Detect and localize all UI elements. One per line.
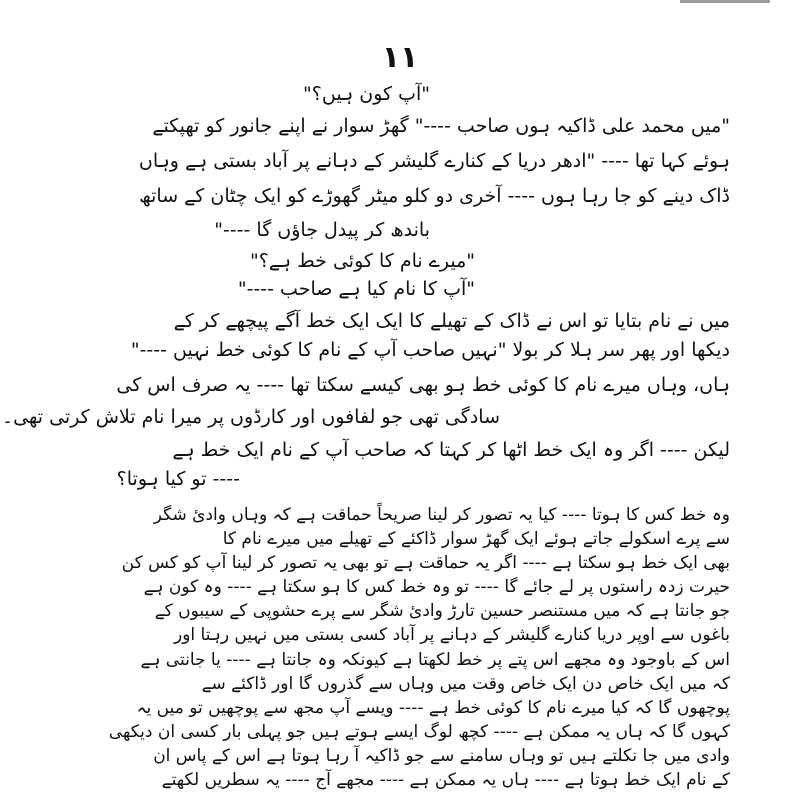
text-line: ہوئے کہا تھا ---- "ادھر دریا کے کنارے گلیشر کے دہانے پر آباد بستی ہے وہاں: [138, 150, 730, 172]
text-line: بھی ایک خط ہو سکتا ہے ---- اگر یہ حماقت ہے تو بھی یہ تصور کر لینا آپ کو کس کن: [121, 553, 730, 573]
text-line: جو جانتا ہے کہ میں مستنصر حسین تارڑ وادئ شگر سے پرے حشوپی کے سیبوں کے: [154, 601, 730, 621]
text-line: وہ خط کس کا ہوتا ---- کیا یہ تصور کر لینا صریحاً حماقت ہے کہ وہاں وادئ شگر: [153, 505, 730, 525]
text-line: وادی میں جا نکلتے ہیں تو وہاں سامنے سے جو ڈاکیہ آ رہا ہوتا ہے اس کے پاس ان: [153, 746, 730, 766]
text-line: ڈاک دینے کو جا رہا ہوں ---- آخری دو کلو میٹر گھوڑے کو ایک چٹان کے ساتھ: [139, 185, 730, 207]
text-line: سادگی تھی جو لفافوں اور کارڈوں پر میرا نام تلاش کرتی تھی۔: [2, 406, 500, 428]
text-line: "آپ کون ہیں؟": [303, 83, 430, 105]
page-number: ١١: [381, 40, 419, 75]
text-line: لیکن ---- اگر وہ ایک خط اٹھا کر کہتا کہ صاحب آپ کے نام ایک خط ہے: [172, 439, 730, 461]
text-line: پوچھوں گا کہ کیا میرے نام کا کوئی خط ہے ---- ویسے آپ مجھ سے پوچھیں تو میں یہ: [136, 698, 730, 718]
text-line: ہاں، وہاں میرے نام کا کوئی خط ہو بھی کیسے سکتا تھا ---- یہ صرف اس کی: [116, 374, 730, 396]
text-line: سے پرے اسکولے جاتے ہوئے ایک گھڑ سوار ڈاکئے کے تھیلے میں میرے نام کا: [222, 529, 730, 549]
text-line: کہوں گا کہ ہاں یہ ممکن ہے ---- کچھ لوگ ایسے ہوتے ہیں جو پہلی بار کسی ان دیکھی: [108, 722, 730, 742]
text-line: حیرت زدہ راستوں پر لے جائے گا ---- تو وہ خط کس کا ہو سکتا ہے ---- وہ کون ہے: [143, 577, 730, 597]
text-line: "آپ کا نام کیا ہے صاحب ----": [237, 278, 475, 300]
text-line: باغوں سے اوپر دریا کنارے گلیشر کے دہانے پر آباد کسی بستی میں نہیں رہتا اور: [174, 625, 730, 645]
text-line: ---- تو کیا ہوتا؟: [116, 468, 240, 490]
text-line: "میرے نام کا کوئی خط ہے؟": [250, 250, 475, 272]
text-line: میں نے نام بتایا تو اس نے ڈاک کے تھیلے کا ایک ایک خط آگے پیچھے کر کے: [173, 310, 730, 332]
text-line: دیکھا اور پھر سر ہلا کر بولا "نہیں صاحب آپ کے نام کا کوئی خط نہیں ----": [130, 339, 730, 361]
text-line: "میں محمد علی ڈاکیہ ہوں صاحب ----" گھڑ سوار نے اپنے جانور کو تھپکتے: [152, 115, 730, 137]
text-line: اس کے باوجود وہ مجھے اس پتے پر خط لکھتا ہے کیونکہ وہ جانتا ہے ---- یا جانتی ہے: [140, 650, 730, 670]
text-line: باندھ کر پیدل جاؤں گا ----": [214, 219, 430, 241]
text-line: کہ میں ایک خاص دن ایک خاص وقت میں وہاں سے گذروں گا اور ڈاکئے سے: [201, 674, 730, 694]
text-line: کے نام ایک خط ہوتا ہے ---- ہاں یہ ممکن ہے ---- مجھے آج ---- یہ سطریں لکھتے: [161, 770, 730, 790]
